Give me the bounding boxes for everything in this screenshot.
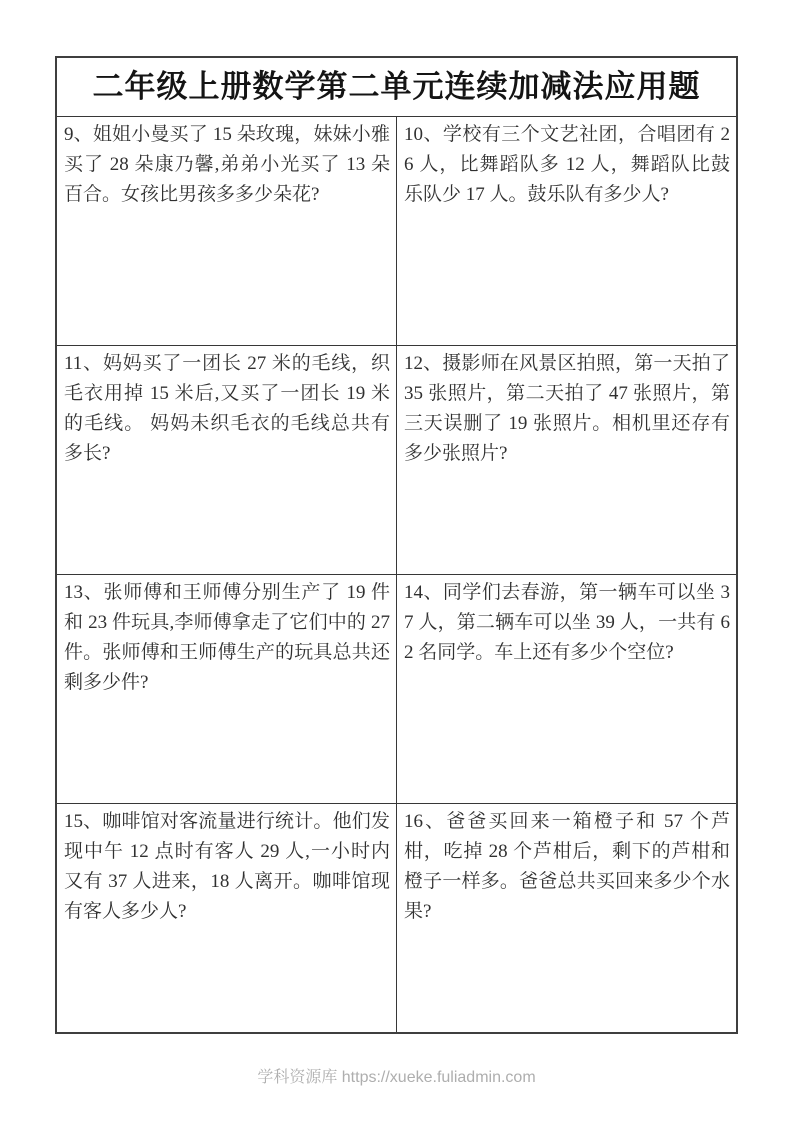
problem-cell-9: [56, 117, 397, 346]
footer-credit: 学科资源库 https://xueke.fuliadmin.com: [257, 1069, 536, 1086]
worksheet-title: 二年级上册数学第二单元连续加减法应用题: [92, 68, 701, 104]
title-cell: [56, 57, 737, 117]
table-row: [56, 575, 737, 804]
problem-cell-13: [56, 575, 397, 804]
worksheet-table: [55, 56, 738, 1034]
problem-text-11: 11、妈妈买了一团长 27 米的毛线，织毛衣用掉 15 米后,又买了一团长 19 米的毛线。 妈妈未织毛衣的毛线总共有多长?: [64, 353, 390, 464]
problem-cell-11: [56, 346, 397, 575]
title-row: [56, 57, 737, 117]
problem-cell-14: [397, 575, 738, 804]
problem-cell-16: [397, 804, 738, 1034]
problem-cell-10: [397, 117, 738, 346]
table-row: [56, 117, 737, 346]
problem-text-13: 13、张师傅和王师傅分别生产了 19 件和 23 件玩具,李师傅拿走了它们中的 27 件。张师傅和王师傅生产的玩具总共还剩多少件?: [64, 582, 390, 693]
problem-text-14: 14、同学们去春游，第一辆车可以坐 37 人，第二辆车可以坐 39 人，一共有 62 名同学。车上还有多少个空位?: [404, 582, 730, 663]
table-row: [56, 804, 737, 1034]
problem-text-15: 15、咖啡馆对客流量进行统计。他们发现中午 12 点时有客人 29 人,一小时内又有 37 人进来，18 人离开。咖啡馆现有客人多少人?: [64, 811, 390, 922]
problem-text-10: 10、学校有三个文艺社团，合唱团有 26 人，比舞蹈队多 12 人，舞蹈队比鼓乐队少 17 人。鼓乐队有多少人?: [404, 124, 730, 205]
table-row: [56, 346, 737, 575]
problem-text-12: 12、摄影师在风景区拍照，第一天拍了 35 张照片，第二天拍了 47 张照片，第三天误删了 19 张照片。相机里还存有多少张照片?: [404, 353, 730, 464]
problem-cell-12: [397, 346, 738, 575]
problem-text-16: 16、爸爸买回来一箱橙子和 57 个芦柑，吃掉 28 个芦柑后，剩下的芦柑和橙子一样多。爸爸总共买回来多少个水果?: [404, 811, 730, 922]
problem-cell-15: [56, 804, 397, 1034]
problem-text-9: 9、姐姐小曼买了 15 朵玫瑰，妹妹小雅买了 28 朵康乃馨,弟弟小光买了 13 朵百合。女孩比男孩多多少朵花?: [64, 124, 390, 205]
